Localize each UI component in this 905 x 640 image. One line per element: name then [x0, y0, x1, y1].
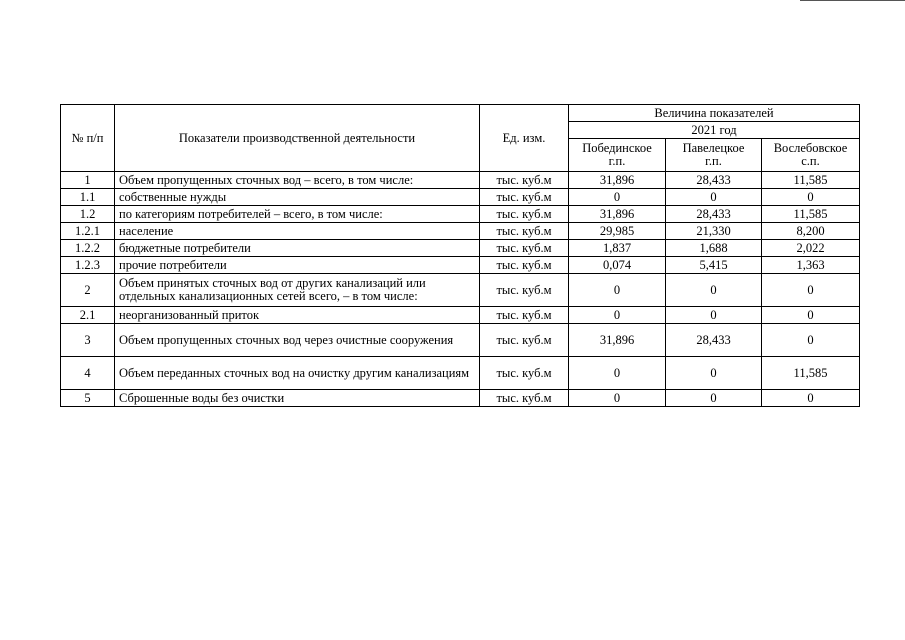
row-value-paveletskoe: 21,330: [666, 223, 762, 240]
row-value-paveletskoe: 28,433: [666, 206, 762, 223]
header-col-voslebovskoe: [762, 139, 860, 172]
header-year: 2021 год: [569, 122, 860, 139]
row-value-pobedinskoe: 31,896: [569, 172, 666, 189]
row-value-voslebovskoe: 0: [762, 274, 860, 307]
row-num: 3: [61, 324, 115, 357]
row-value-paveletskoe: 0: [666, 390, 762, 407]
row-value-paveletskoe: 5,415: [666, 257, 762, 274]
header-unit: Ед. изм.: [480, 105, 569, 172]
row-unit: тыс. куб.м: [480, 274, 569, 307]
row-value-paveletskoe: 28,433: [666, 172, 762, 189]
row-value-pobedinskoe: 0: [569, 390, 666, 407]
table-row: [61, 206, 860, 223]
row-value-voslebovskoe: 0: [762, 189, 860, 206]
row-value-pobedinskoe: 0: [569, 189, 666, 206]
row-unit: тыс. куб.м: [480, 189, 569, 206]
col-name: Павелецкое: [682, 141, 745, 155]
col-name: Вослебовское: [773, 141, 848, 155]
row-value-pobedinskoe: 0,074: [569, 257, 666, 274]
table-row: [61, 324, 860, 357]
row-unit: тыс. куб.м: [480, 240, 569, 257]
row-value-voslebovskoe: 0: [762, 390, 860, 407]
row-value-voslebovskoe: 11,585: [762, 172, 860, 189]
row-name: население: [115, 223, 480, 240]
table-row: [61, 223, 860, 240]
header-num: № п/п: [61, 105, 115, 172]
row-value-voslebovskoe: 8,200: [762, 223, 860, 240]
row-value-pobedinskoe: 29,985: [569, 223, 666, 240]
row-value-voslebovskoe: 0: [762, 307, 860, 324]
row-name: Объем переданных сточных вод на очистку другим канализациям: [115, 357, 480, 390]
row-name: собственные нужды: [115, 189, 480, 206]
col-name: Побединское: [582, 141, 652, 155]
header-row-1: [61, 105, 860, 122]
row-value-paveletskoe: 0: [666, 274, 762, 307]
row-unit: тыс. куб.м: [480, 223, 569, 240]
row-num: 1.2.2: [61, 240, 115, 257]
row-value-paveletskoe: 0: [666, 189, 762, 206]
row-num: 1.2.3: [61, 257, 115, 274]
row-value-paveletskoe: 0: [666, 357, 762, 390]
row-name: прочие потребители: [115, 257, 480, 274]
table-row: [61, 257, 860, 274]
row-value-paveletskoe: 1,688: [666, 240, 762, 257]
col-type: г.п.: [705, 154, 722, 168]
row-num: 4: [61, 357, 115, 390]
header-values-group: Величина показателей: [569, 105, 860, 122]
row-value-pobedinskoe: 0: [569, 307, 666, 324]
col-type: г.п.: [608, 154, 626, 168]
row-num: 2.1: [61, 307, 115, 324]
indicators-table: [60, 104, 860, 407]
row-name: Объем принятых сточных вод от других канализаций или отдельных канализационных сетей всего, – в том числе:: [115, 274, 480, 307]
row-value-voslebovskoe: 1,363: [762, 257, 860, 274]
row-value-pobedinskoe: 0: [569, 357, 666, 390]
table-row: [61, 240, 860, 257]
header-col-pobedinskoe: [569, 139, 666, 172]
table-row: [61, 274, 860, 307]
row-value-pobedinskoe: 0: [569, 274, 666, 307]
row-name: Сброшенные воды без очистки: [115, 390, 480, 407]
row-value-pobedinskoe: 31,896: [569, 206, 666, 223]
row-name: Объем пропущенных сточных вод – всего, в том числе:: [115, 172, 480, 189]
row-unit: тыс. куб.м: [480, 357, 569, 390]
row-value-voslebovskoe: 11,585: [762, 357, 860, 390]
table-row: [61, 357, 860, 390]
row-name: неорганизованный приток: [115, 307, 480, 324]
table-row: [61, 390, 860, 407]
row-name: бюджетные потребители: [115, 240, 480, 257]
row-num: 2: [61, 274, 115, 307]
table-row: [61, 307, 860, 324]
row-value-paveletskoe: 28,433: [666, 324, 762, 357]
table-row: [61, 189, 860, 206]
row-value-pobedinskoe: 1,837: [569, 240, 666, 257]
header-col-paveletskoe: [666, 139, 762, 172]
row-value-voslebovskoe: 11,585: [762, 206, 860, 223]
row-unit: тыс. куб.м: [480, 257, 569, 274]
row-value-paveletskoe: 0: [666, 307, 762, 324]
row-unit: тыс. куб.м: [480, 324, 569, 357]
row-name: по категориям потребителей – всего, в том числе:: [115, 206, 480, 223]
row-num: 1.1: [61, 189, 115, 206]
col-type: с.п.: [801, 154, 820, 168]
row-value-pobedinskoe: 31,896: [569, 324, 666, 357]
row-num: 5: [61, 390, 115, 407]
row-value-voslebovskoe: 2,022: [762, 240, 860, 257]
row-num: 1.2: [61, 206, 115, 223]
row-value-voslebovskoe: 0: [762, 324, 860, 357]
row-num: 1: [61, 172, 115, 189]
row-unit: тыс. куб.м: [480, 206, 569, 223]
row-num: 1.2.1: [61, 223, 115, 240]
row-name: Объем пропущенных сточных вод через очистные сооружения: [115, 324, 480, 357]
top-edge-line: [800, 0, 905, 1]
row-unit: тыс. куб.м: [480, 172, 569, 189]
table-row: [61, 172, 860, 189]
header-indicator: Показатели производственной деятельности: [115, 105, 480, 172]
row-unit: тыс. куб.м: [480, 390, 569, 407]
row-unit: тыс. куб.м: [480, 307, 569, 324]
